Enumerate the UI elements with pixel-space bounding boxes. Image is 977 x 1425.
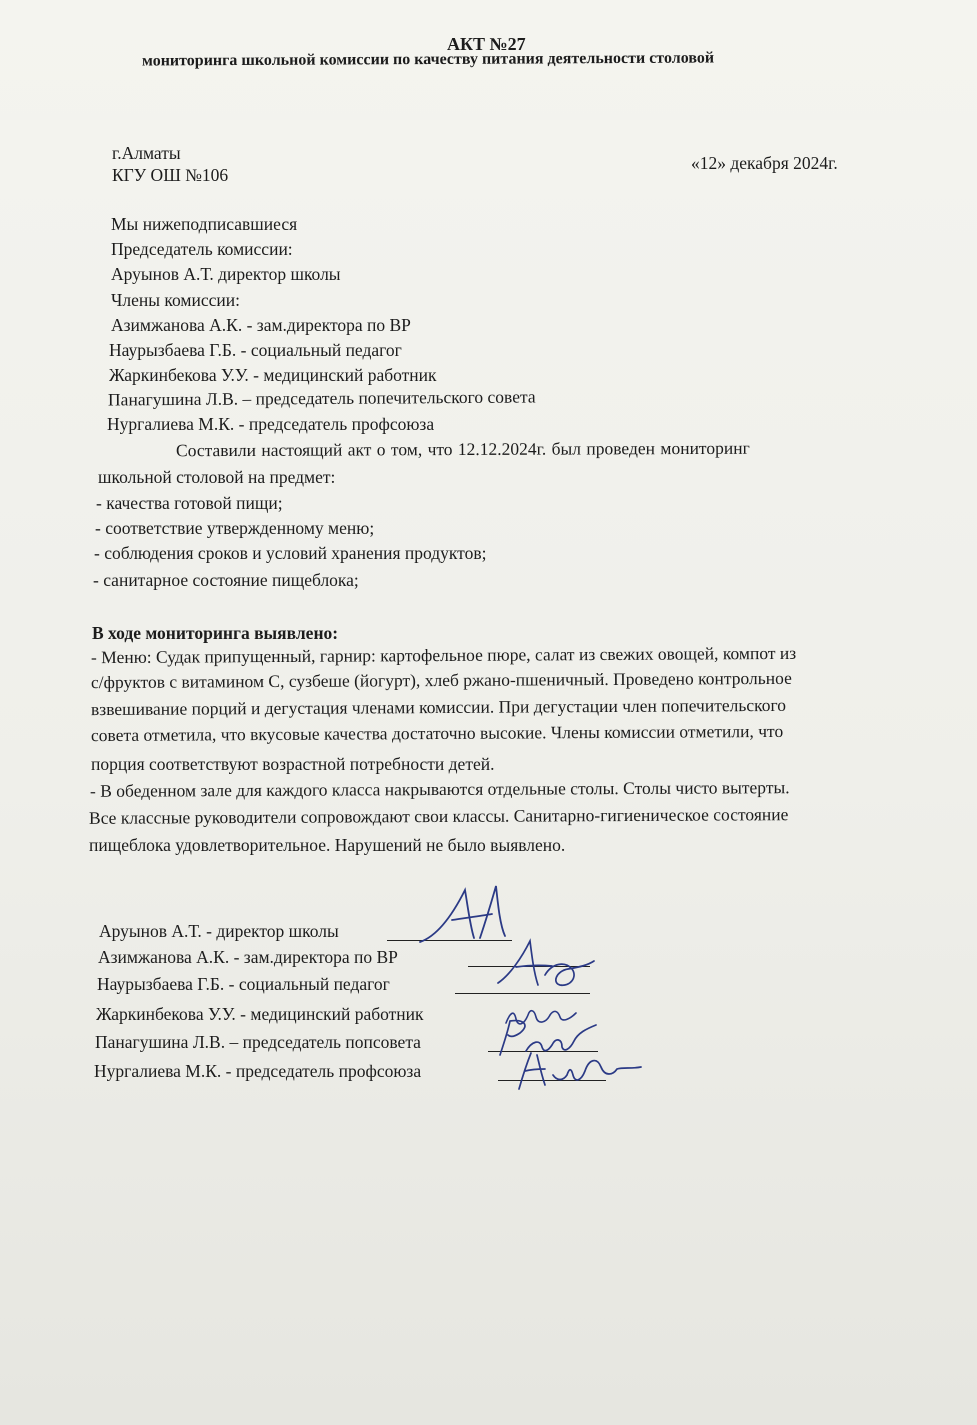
statement-line: Составили настоящий акт о том, что 12.12.2024г. был проведен мониторинг (175, 437, 750, 461)
findings-line: - В обеденном зале для каждого класса накрываются отдельные столы. Столы чисто вытерты. (89, 777, 790, 801)
document-date: «12» декабря 2024г. (691, 153, 838, 173)
findings-line: пищеблока удовлетворительное. Нарушений не было выявлено. (89, 835, 566, 855)
statement-item: - качества готовой пищи; (96, 493, 283, 513)
signature-label: Нургалиева М.К. - председатель профсоюза (94, 1061, 422, 1081)
statement-item: - соответствие утвержденному меню; (95, 518, 375, 538)
member-item: Наурызбаева Г.Б. - социальный педагог (109, 340, 402, 360)
findings-line: Все классные руководители сопровождают свои классы. Санитарно-гигиеническое состояние (88, 804, 789, 828)
chair-name: Аруынов А.Т. директор школы (111, 264, 341, 284)
members-label: Члены комиссии: (111, 290, 240, 310)
findings-line: порция соответствуют возрастной потребности детей. (91, 754, 495, 774)
member-item: Азимжанова А.К. - зам.директора по ВР (111, 315, 411, 335)
findings-heading: В ходе мониторинга выявлено: (92, 623, 339, 643)
signature-handwriting (505, 1045, 645, 1097)
member-item: Жаркинбекова У.У. - медицинский работник (109, 365, 437, 385)
document-subtitle: мониторинга школьной комиссии по качеству питания деятельности столовой (141, 49, 715, 70)
intro-text: Мы нижеподписавшиеся (111, 214, 298, 234)
statement-item: - санитарное состояние пищеблока; (93, 570, 359, 590)
document-title: АКТ №27 (447, 34, 526, 54)
signature-label: Аруынов А.Т. - директор школы (99, 921, 339, 941)
findings-line: совета отметила, что вкусовые качества достаточно высокие. Члены комиссии отметили, что (90, 720, 784, 746)
signature-handwriting (490, 935, 600, 1000)
statement-line: школьной столовой на предмет: (98, 467, 336, 487)
member-item: Нургалиева М.К. - председатель профсоюза (107, 414, 435, 434)
signature-label: Жаркинбекова У.У. - медицинский работник (96, 1004, 424, 1024)
statement-item: - соблюдения сроков и условий хранения продуктов; (94, 543, 487, 563)
chair-label: Председатель комиссии: (111, 239, 293, 259)
signature-label: Азимжанова А.К. - зам.директора по ВР (98, 947, 398, 967)
signature-label: Панагушина Л.В. – председатель попсовета (95, 1032, 421, 1052)
findings-line: взвешивание порций и дегустация членами комиссии. При дегустации член попечительского (90, 694, 787, 720)
signature-label: Наурызбаева Г.Б. - социальный педагог (97, 974, 390, 994)
school-name: КГУ ОШ №106 (112, 165, 229, 185)
city: г.Алматы (112, 143, 181, 163)
findings-line: - Меню: Судак припущенный, гарнир: картофельное пюре, салат из свежих овощей, компот из (90, 642, 797, 668)
member-item: Панагушина Л.В. – председатель попечительского совета (107, 386, 536, 410)
findings-line: с/фруктов с витамином С, сузбеше (йогурт), хлеб ржано-пшеничный. Проведено контрольное (90, 667, 792, 693)
